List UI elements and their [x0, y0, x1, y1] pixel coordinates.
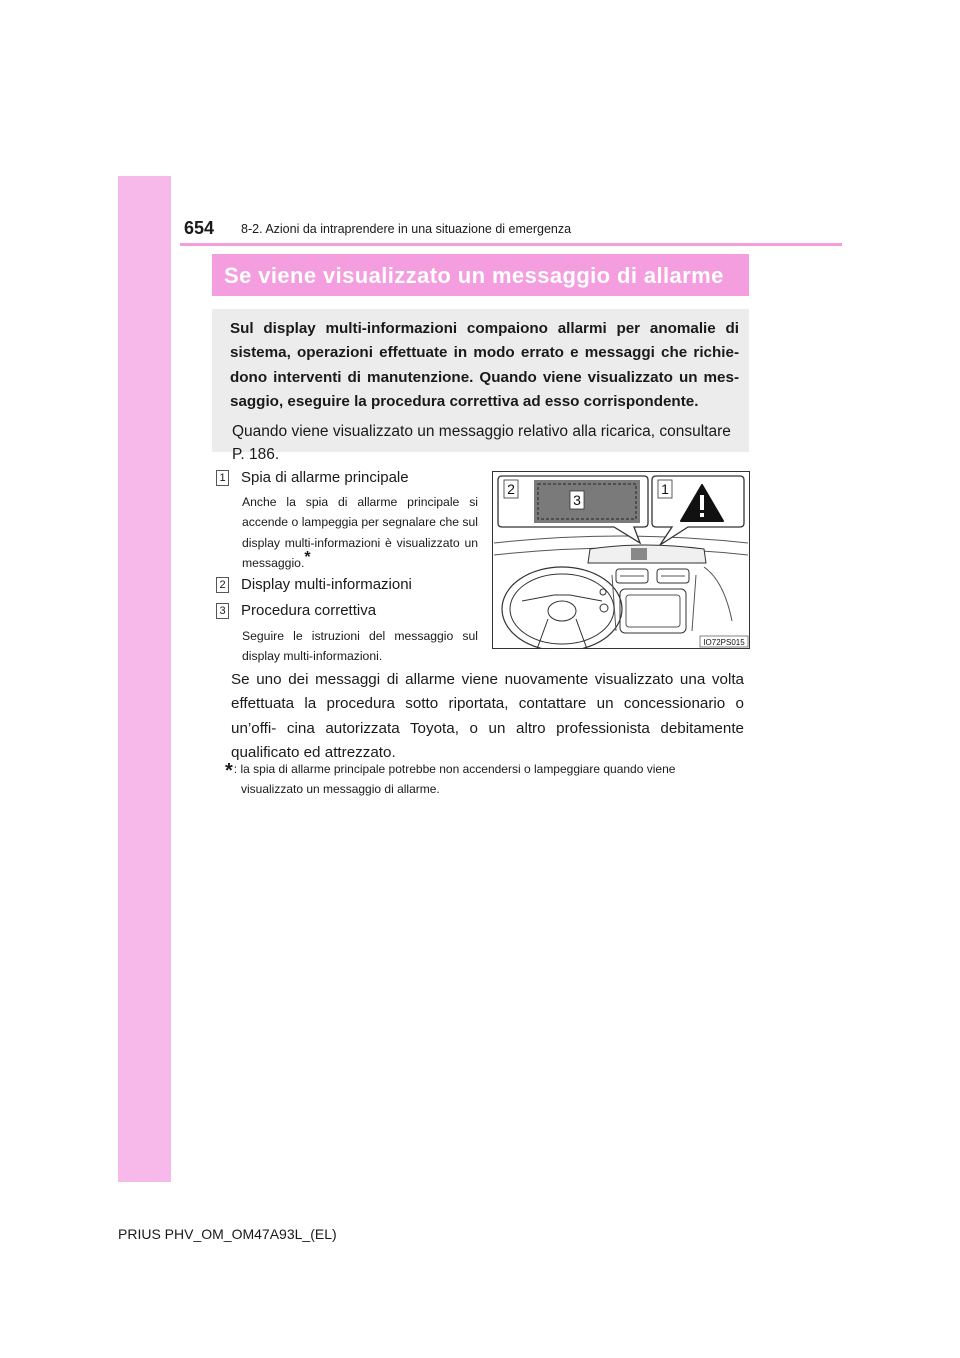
- callout-marker-3: [570, 491, 584, 509]
- callout-number: 2: [507, 481, 515, 497]
- item-number-badge: 3: [216, 603, 229, 619]
- desc-line: accende o lampeggia per segnalare: [242, 515, 436, 530]
- intro-box: [212, 309, 749, 463]
- item-title: Spia di allarme principale: [241, 469, 409, 486]
- callout-number: 3: [573, 492, 581, 508]
- item-number-badge: 2: [216, 577, 229, 593]
- body-line: Se uno dei messaggi di allarme viene nuovamente visualizzato una volta: [231, 671, 744, 688]
- intro-bold-text: [230, 317, 739, 415]
- intro-note: [230, 420, 739, 466]
- item-number-badge: 1: [216, 470, 229, 486]
- item-description: [242, 492, 478, 574]
- footnote-mark: *: [225, 760, 233, 782]
- chapter-heading: 8-2. Azioni da intraprendere in una situazione di emergenza: [241, 222, 572, 236]
- callout-marker-1: [658, 480, 672, 498]
- desc-line: display multi-informazioni.: [242, 649, 383, 664]
- intro-line: dono interventi di manutenzione. Quando viene visualizzato un mes-: [230, 368, 739, 386]
- body-line: attrezzato.: [324, 744, 396, 762]
- intro-line: saggio, eseguire la procedura correttiva ad esso corrispondente.: [230, 393, 699, 411]
- body-line: cina autorizzata Toyota, o un altro professionista debitamente qualificato ed: [231, 719, 744, 762]
- footnote-text: : la spia di allarme principale potrebbe non accendersi o lampeggiare quando viene: [233, 762, 676, 776]
- item-title: Procedura correttiva: [241, 602, 377, 619]
- dashboard-illustration: [492, 471, 750, 649]
- intro-note-line: P. 186.: [232, 445, 280, 463]
- footnote: [225, 760, 745, 798]
- footnote-mark: *: [304, 549, 311, 567]
- intro-line: Sul display multi-informazioni compaiono allarmi per anomalie di: [230, 320, 739, 337]
- section-title: Se viene visualizzato un messaggio di allarme: [212, 254, 749, 296]
- chapter-side-tab: [118, 176, 171, 1182]
- item-title: Display multi-informazioni: [241, 576, 412, 593]
- callout-number: 1: [661, 481, 669, 497]
- footnote-text: visualizzato un messaggio di allarme.: [241, 782, 440, 796]
- desc-line: Anche la spia di allarme principale si: [242, 495, 478, 509]
- intro-note-line: Quando viene visualizzato un messaggio relativo alla ricarica, consultare: [232, 422, 731, 440]
- callout-marker-2: [504, 480, 518, 498]
- footer-document-code: PRIUS PHV_OM_OM47A93L_(EL): [118, 1226, 337, 1242]
- body-line: effettuata la procedura sotto riportata, contattare un concessionario o un’offi-: [231, 695, 744, 737]
- item-description: [242, 626, 478, 667]
- desc-line: Seguire le istruzioni del messaggio sul: [242, 629, 478, 643]
- desc-line: visualizzato un messaggio.: [242, 535, 478, 571]
- illustration-code: IO72PS015: [703, 638, 745, 647]
- intro-line: sistema, operazioni effettuate in modo errato e messaggi che richie-: [230, 344, 739, 362]
- body-paragraph: [231, 668, 744, 766]
- desc-line: che sul display multi-informazioni è: [242, 515, 478, 550]
- page-number: 654: [184, 218, 215, 238]
- header-divider: [180, 243, 842, 246]
